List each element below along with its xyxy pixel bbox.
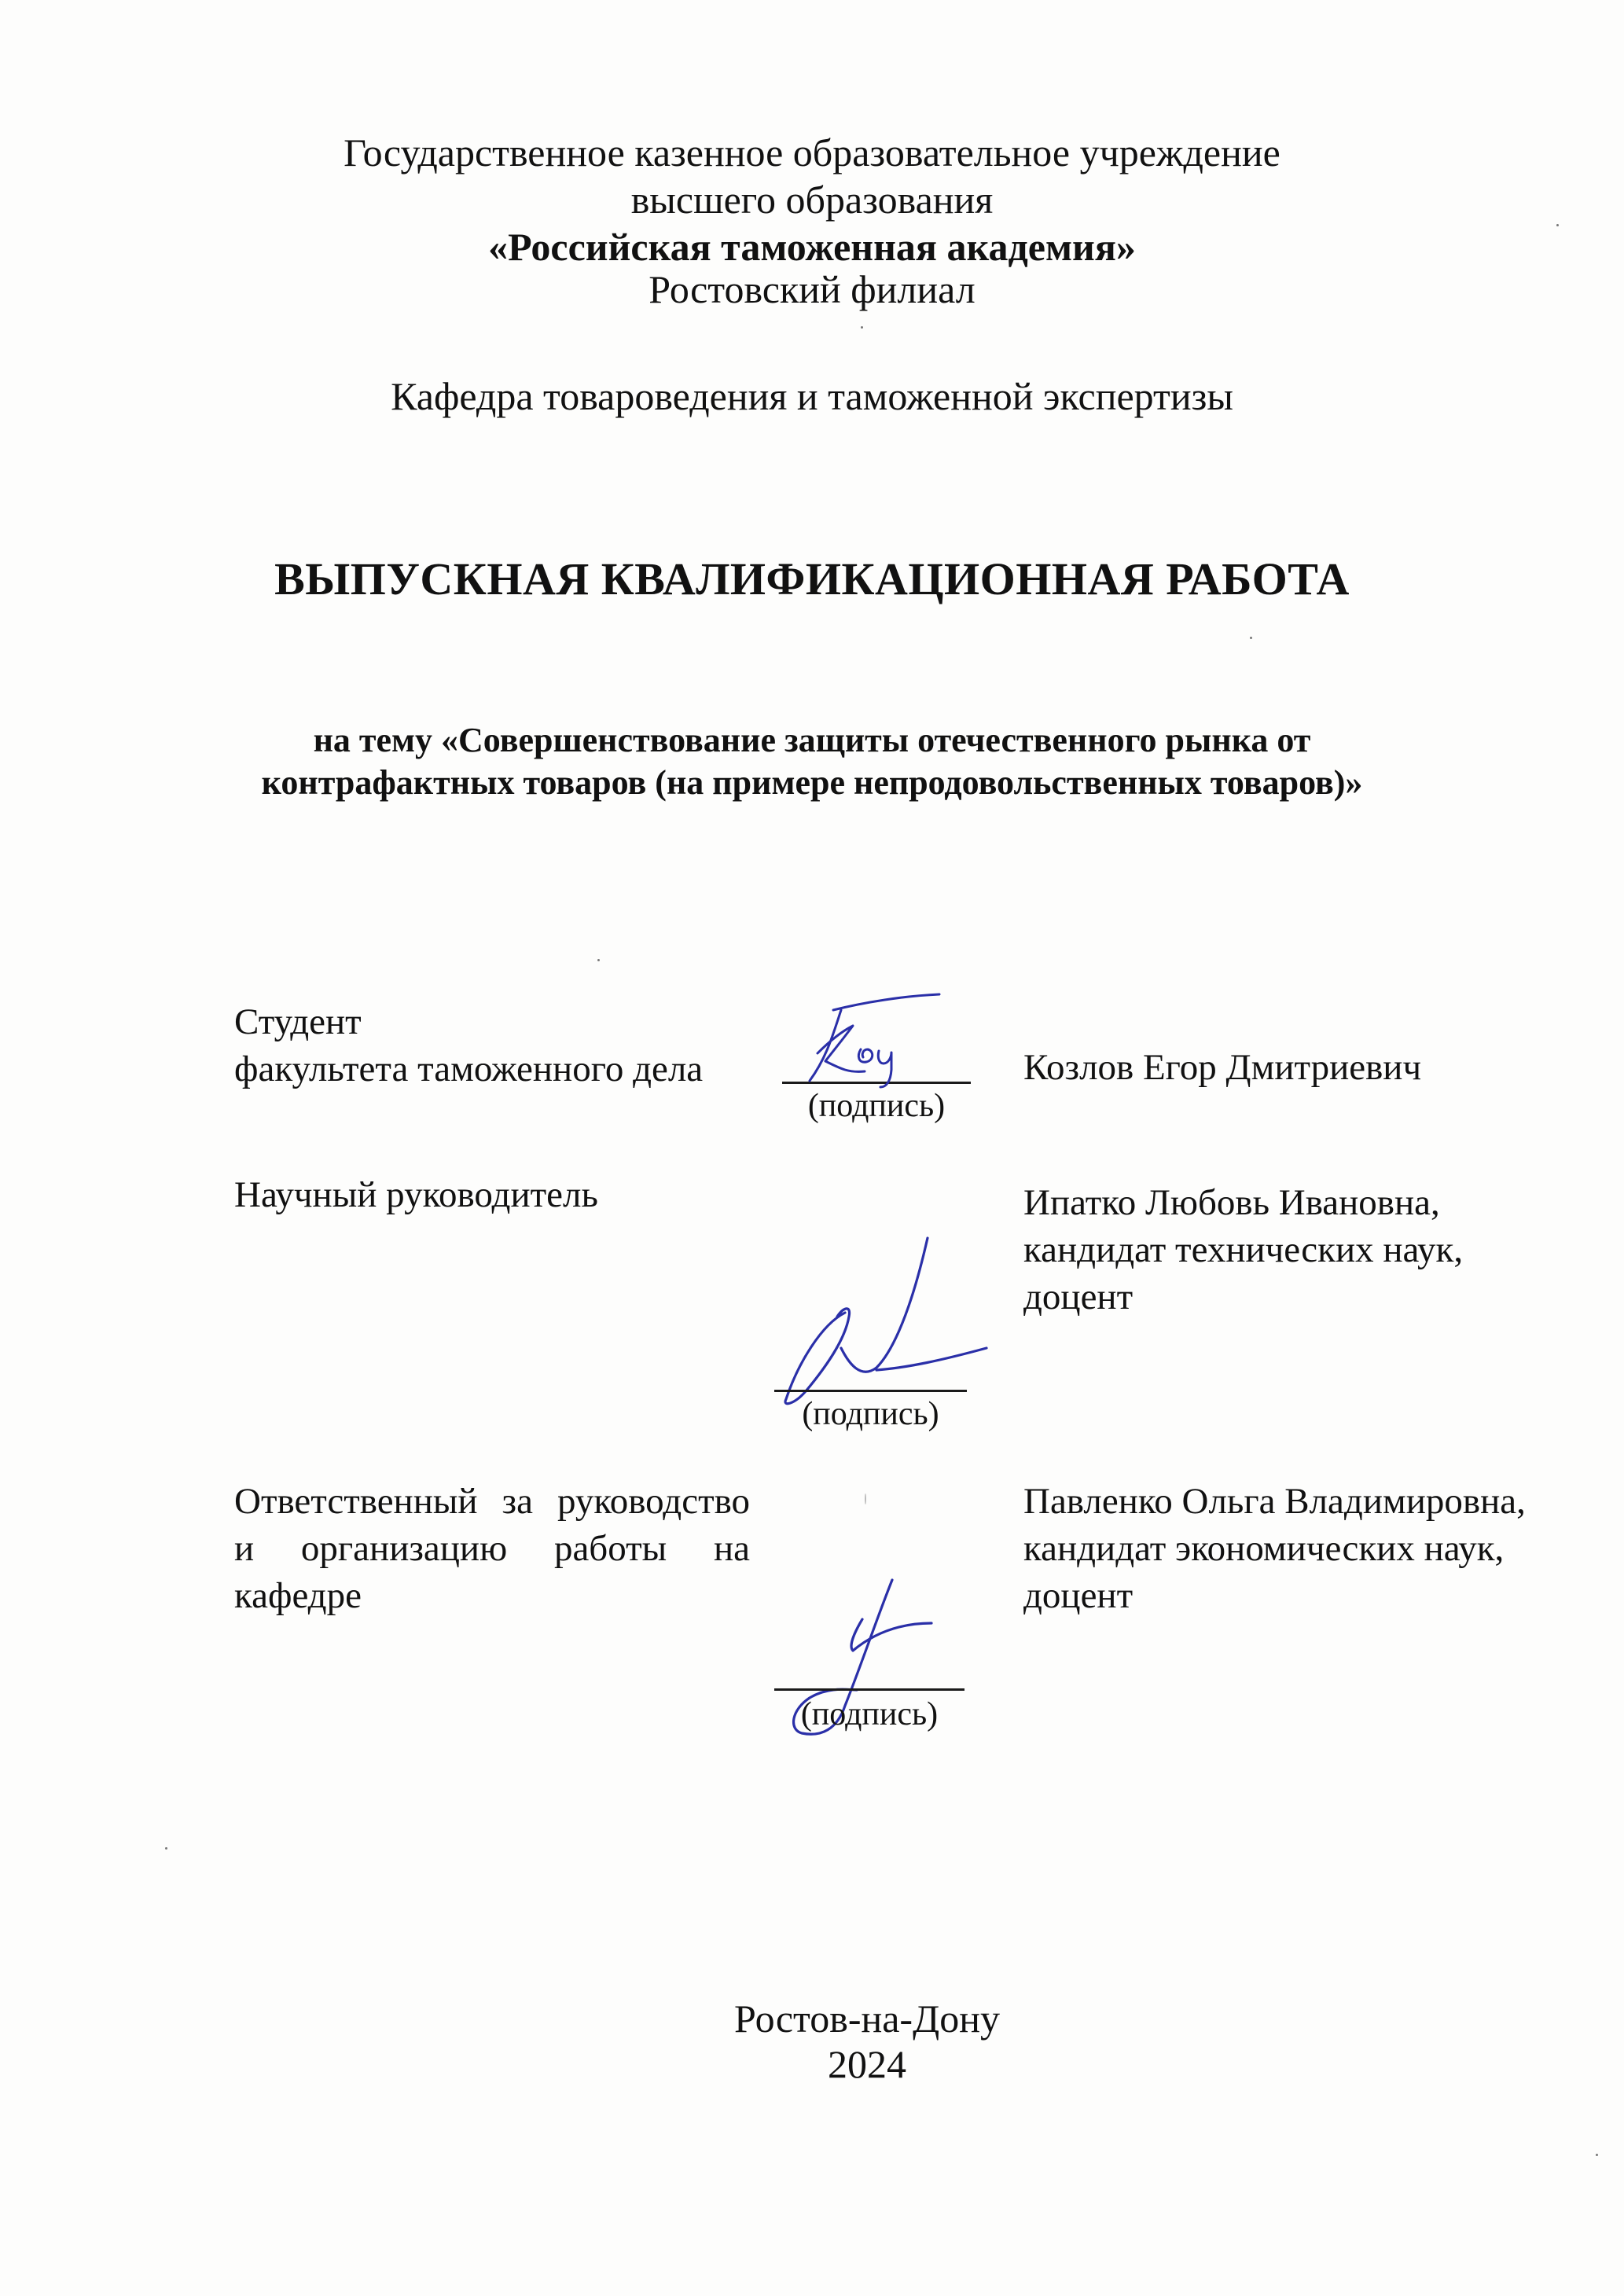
responsible-role-line-2: и организацию работы на (234, 1528, 750, 1569)
supervisor-degree: кандидат технических наук, (1023, 1229, 1464, 1270)
supervisor-signature-line (774, 1390, 967, 1392)
student-signature (786, 994, 943, 1104)
institution-line-1: Государственное казенное образовательное учреждение (344, 130, 1280, 174)
scan-speck (861, 326, 863, 329)
student-role (234, 998, 753, 1093)
branch-name: Ростовский филиал (648, 267, 976, 311)
scan-speck (1596, 2154, 1598, 2156)
topic-line-1: на тему «Совершенствование защиты отечественного рынка от (313, 721, 1311, 759)
supervisor-info (1023, 1179, 1574, 1321)
responsible-name: Павленко Ольга Владимировна, (1023, 1481, 1526, 1522)
student-name: Козлов Егор Дмитриевич (1023, 1047, 1422, 1088)
responsible-signature-label: (подпись) (800, 1696, 939, 1732)
department-name: Кафедра товароведения и таможенной экспертизы (391, 374, 1233, 418)
responsible-signature-line (774, 1688, 964, 1691)
scan-speck (1556, 224, 1559, 226)
institution-line-2: высшего образования (630, 178, 994, 222)
city: Ростов-на-Дону (734, 1997, 1000, 2041)
student-signature-label: (подпись) (807, 1088, 946, 1124)
supervisor-signature (751, 1230, 1002, 1411)
scan-speck (1250, 637, 1252, 639)
supervisor-role: Научный руководитель (234, 1174, 598, 1215)
responsible-role (234, 1478, 750, 1619)
supervisor-title: доцент (1023, 1277, 1133, 1317)
supervisor-name: Ипатко Любовь Ивановна, (1023, 1182, 1440, 1223)
institution-name: «Российская таможенная академия» (488, 225, 1136, 269)
responsible-degree: кандидат экономических наук, (1023, 1528, 1505, 1569)
document-title: ВЫПУСКНАЯ КВАЛИФИКАЦИОННАЯ РАБОТА (274, 553, 1350, 604)
responsible-info (1023, 1478, 1574, 1619)
year: 2024 (828, 2042, 906, 2086)
scan-speck (597, 959, 600, 961)
supervisor-signature-label: (подпись) (802, 1396, 939, 1432)
student-role-line-1: Студент (234, 1001, 362, 1042)
scan-speck (865, 1493, 866, 1504)
responsible-title: доцент (1023, 1575, 1133, 1616)
responsible-role-line-3: кафедре (234, 1575, 362, 1616)
student-role-line-2: факультета таможенного дела (234, 1049, 704, 1089)
scan-speck (165, 1847, 167, 1850)
responsible-role-line-1: Ответственный за руководство (234, 1481, 750, 1522)
topic-line-2: контрафактных товаров (на примере непродовольственных товаров)» (261, 763, 1363, 802)
